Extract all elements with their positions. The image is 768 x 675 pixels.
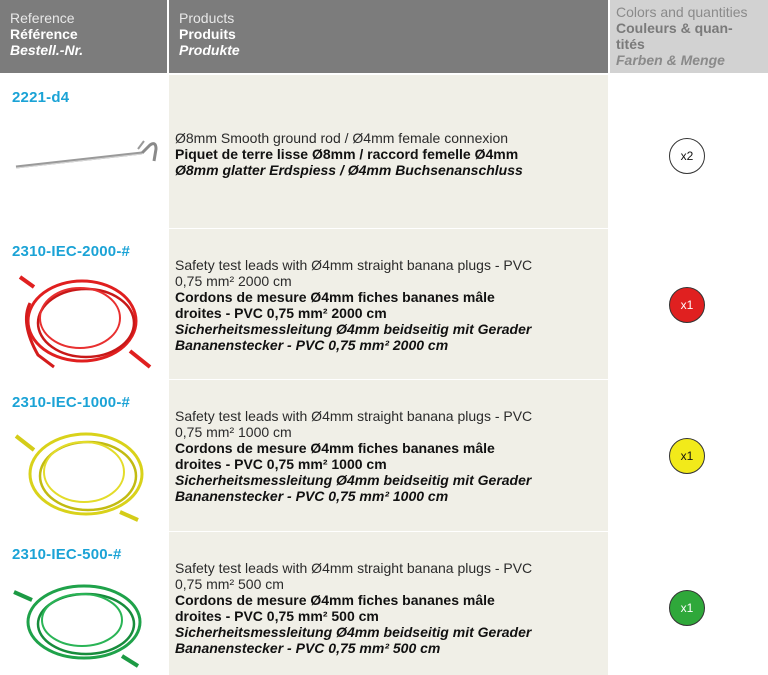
description-fr-2: droites - PVC 0,75 mm² 500 cm [175,608,379,624]
quantity-cell [610,532,768,675]
reference-code: 2310-IEC-1000-# [12,394,131,411]
reference-cell [0,380,167,531]
product-cell [169,229,608,379]
reference-code: 2221-d4 [12,89,70,106]
green-lead-image [10,570,160,670]
table-row [0,229,768,379]
yellow-lead-image [10,416,160,528]
reference-code: 2310-IEC-500-# [12,546,122,563]
table-row [0,380,768,531]
description-fr-1: Cordons de mesure Ø4mm fiches bananes mâle [175,592,495,608]
table-header [0,0,768,73]
product-cell [169,75,608,228]
header-reference [0,0,167,73]
quantity-badge: x1 [669,438,705,474]
reference-code: 2310-IEC-2000-# [12,243,131,260]
red-lead-image [10,263,160,375]
header-colors-de: Farben & Menge [616,52,725,68]
description-de: Ø8mm glatter Erdspiess / Ø4mm Buchsenanschluss [175,162,523,178]
table-row [0,75,768,228]
quantity-cell [610,380,768,531]
header-colors-fr-2: tités [616,36,645,52]
description-fr-1: Cordons de mesure Ø4mm fiches bananes mâle [175,440,495,456]
description-de-2: Bananenstecker - PVC 0,75 mm² 500 cm [175,640,441,656]
description-fr: Piquet de terre lisse Ø8mm / raccord femelle Ø4mm [175,146,519,162]
description-fr-2: droites - PVC 0,75 mm² 2000 cm [175,305,387,321]
header-products-fr: Produits [179,26,236,42]
header-colors-en: Colors and quantities [616,4,748,20]
description-de-1: Sicherheitsmessleitung Ø4mm beidseitig mit Gerader [175,321,532,337]
quantity-cell [610,229,768,379]
column-divider [608,0,610,675]
reference-cell [0,75,167,228]
description-en-2: 0,75 mm² 1000 cm [175,424,292,440]
header-colors-fr-1: Couleurs & quan- [616,20,733,36]
description-de-1: Sicherheitsmessleitung Ø4mm beidseitig mit Gerader [175,472,532,488]
header-reference-fr: Référence [10,26,78,42]
description-en: Ø8mm Smooth ground rod / Ø4mm female connexion [175,130,509,146]
product-description [175,560,602,656]
column-divider [167,0,169,675]
reference-cell [0,532,167,675]
product-description [175,257,602,353]
product-description [175,130,602,178]
description-fr-2: droites - PVC 0,75 mm² 1000 cm [175,456,387,472]
description-en-1: Safety test leads with Ø4mm straight banana plugs - PVC [175,408,533,424]
header-products-en: Products [179,10,235,26]
quantity-badge: x1 [669,287,705,323]
quantity-badge: x2 [669,138,705,174]
header-reference-en: Reference [10,10,75,26]
reference-cell [0,229,167,379]
description-en-1: Safety test leads with Ø4mm straight banana plugs - PVC [175,560,533,576]
description-de-2: Bananenstecker - PVC 0,75 mm² 1000 cm [175,488,449,504]
description-fr-1: Cordons de mesure Ø4mm fiches bananes mâle [175,289,495,305]
product-description [175,408,602,504]
product-cell [169,380,608,531]
quantity-badge: x1 [669,590,705,626]
table-row [0,532,768,675]
product-cell [169,532,608,675]
header-reference-de: Bestell.-Nr. [10,42,84,58]
description-de-1: Sicherheitsmessleitung Ø4mm beidseitig mit Gerader [175,624,532,640]
description-en-2: 0,75 mm² 500 cm [175,576,284,592]
description-de-2: Bananenstecker - PVC 0,75 mm² 2000 cm [175,337,449,353]
header-products [169,0,608,73]
quantity-cell [610,75,768,228]
header-colors [610,0,768,73]
ground-rod-image [10,135,160,175]
header-products-de: Produkte [179,42,240,58]
description-en-1: Safety test leads with Ø4mm straight banana plugs - PVC [175,257,533,273]
description-en-2: 0,75 mm² 2000 cm [175,273,292,289]
